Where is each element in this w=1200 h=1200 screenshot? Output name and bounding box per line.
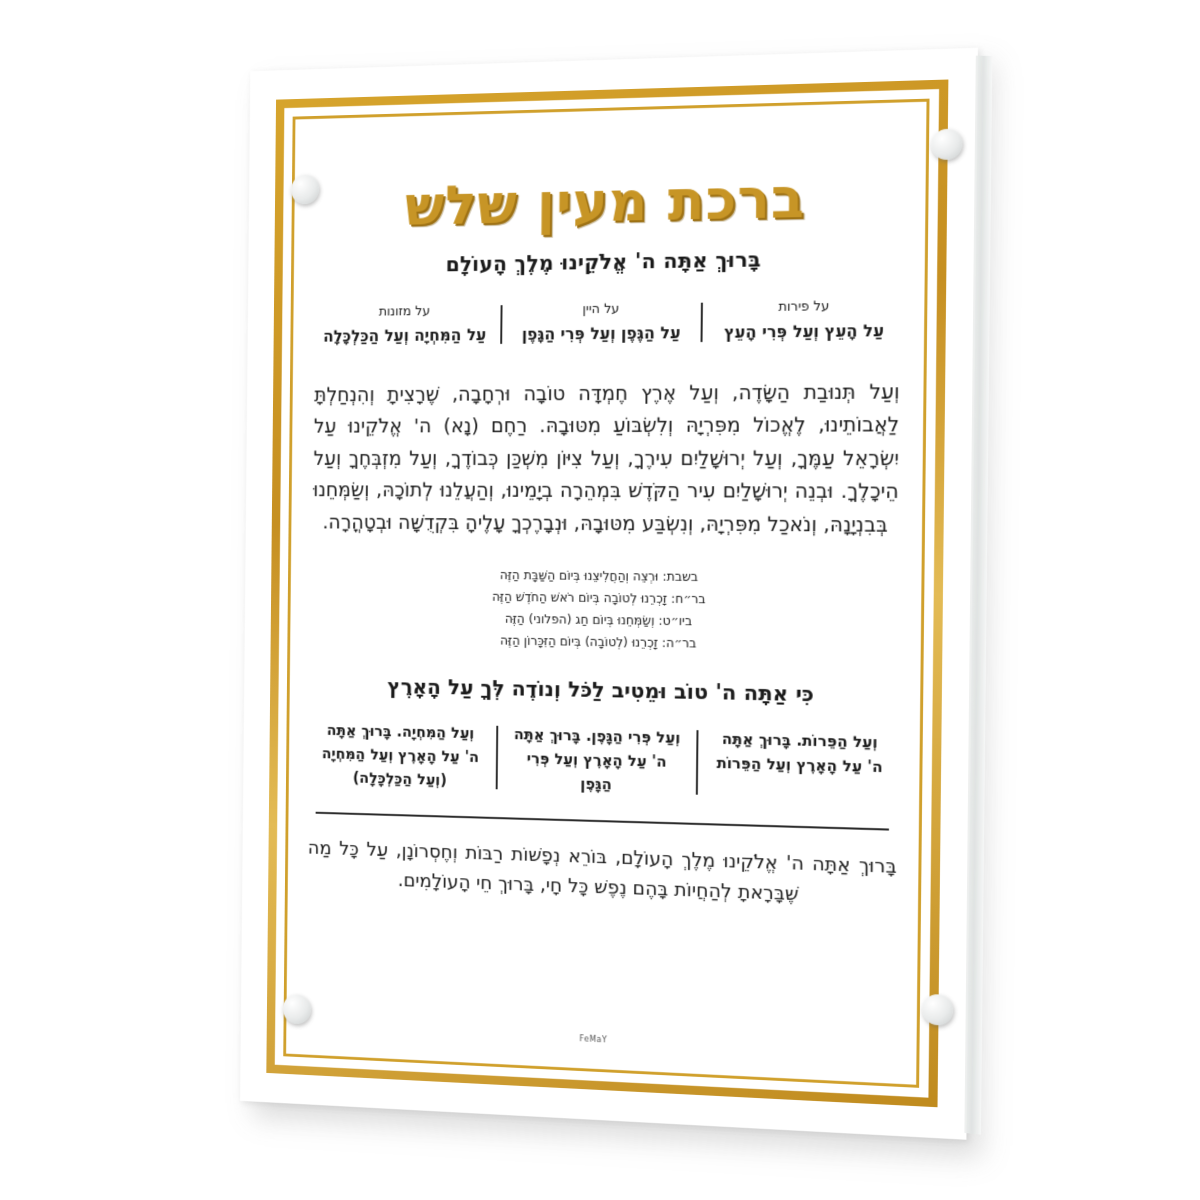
closing-line: כִּי אַתָּה ה' טוֹב וּמֵטִיב לַכֹּל וְנוֹדֶה לְּךָ עַל הָאָרֶץ bbox=[387, 674, 815, 707]
occasion-inserts bbox=[306, 562, 904, 657]
top-option-mezonot-text: עַל הַמִּחְיָה וְעַל הַכַּלְכָּלָה bbox=[323, 325, 487, 346]
blessing-body-text: וְעַל תְּנוּבַת הַשָּׂדֶה, וְעַל אֶרֶץ חֶמְדָּה טוֹבָה וּרְחָבָה, שֶׁרָצִיתָ וְהִנְחַלְתָּ לַאֲבוֹתֵינוּ, לֶאֱכוֹל מִפִּרְיָהּ וְלִשְׂבּוֹעַ מִטּוּבָהּ. רַחֶם (נָא) ה' אֱלֹקֵינוּ עַל יִשְׂרָאֵל עַמֶּךָ, וְעַל יְרוּשָׁלַיִם עִירֶךָ, וְעַל צִיּוֹן מִשְׁכַּן כְּבוֹדֶךָ, וְעַל מִזְבְּחֶךָ וְעַל הֵיכָלֶךָ. וּבְנֵה יְרוּשָׁלַיִם עִיר הַקֹּדֶשׁ בִּמְהֵרָה בְיָמֵינוּ, וְהַעֲלֵנוּ לְתוֹכָהּ, וְשַׂמְּחֵנוּ בְּבִנְיָנָהּ, וְנֹאכַל מִפִּרְיָהּ, וְנִשְׂבַּע מִטּוּבָהּ, וּנְבָרֶכְךָ עָלֶיהָ בִּקְדֻשָּׁה וּבְטָהֳרָה. bbox=[313, 379, 900, 537]
plaque-subtitle: בָּרוּךְ אַתָּה ה' אֱלֹקֵינוּ מֶלֶךְ הָעוֹלָם bbox=[445, 247, 762, 277]
top-option-wine-text: עַל הַגֶּפֶן וְעַל פְּרִי הַגָּפֶן bbox=[521, 323, 681, 344]
column-divider-right bbox=[501, 305, 503, 344]
insert-line-rosh-hashana: בר״ה: זָכְרֵנוּ (לְטוֹבָה) בְּיוֹם הַזִּכָּרוֹן הַזֶּה bbox=[499, 632, 697, 651]
insert-line-shabbat: בשבת: וּרְצֵה וְהַחֲלִיצֵנוּ בְּיוֹם הַשַּׁבָּת הַזֶּה bbox=[499, 567, 699, 584]
top-option-wine-caption: על היין bbox=[582, 301, 620, 318]
top-option-fruits-caption: על פירות bbox=[778, 299, 830, 316]
top-option-fruits-text: עַל הָעֵץ וְעַל פְּרִי הָעֵץ bbox=[724, 321, 885, 343]
top-option-wine bbox=[502, 299, 700, 348]
acrylic-plaque bbox=[240, 48, 978, 1140]
acrylic-edge bbox=[964, 56, 992, 1135]
plaque-wrapper bbox=[228, 60, 968, 1120]
footer-watermark: FeMaY bbox=[579, 1034, 608, 1045]
borei-nefashot-text: בָּרוּךְ אַתָּה ה' אֱלֹקֵינוּ מֶלֶךְ הָעוֹלָם, בּוֹרֵא נְפָשׁוֹת רַבּוֹת וְחֶסְרוֹנָן, עַל כָּל מַה שֶּׁבָּרָאתָ לְהַחֲיוֹת בָּהֶם נֶפֶשׁ כָּל חָי, בָּרוּךְ חֵי הָעוֹלָמִים. bbox=[307, 836, 897, 906]
bottom-option-mezonot: וְעַל הַמִּחְיָה. בָּרוּךְ אַתָּה ה' עַל הָאָרֶץ וְעַל הַמִּחְיָה (וְעַל הַכַּלְכָּלָה) bbox=[321, 721, 480, 790]
column-divider-left bbox=[700, 303, 702, 342]
bottom-option-wine: וְעַל פְּרִי הַגָּפֶן. בָּרוּךְ אַתָּה ה' עַל הָאָרֶץ וְעַל פְּרִי הַגָּפֶן bbox=[513, 725, 681, 794]
top-option-mezonot-caption: על מזונות bbox=[378, 304, 431, 320]
top-option-mezonot bbox=[309, 301, 501, 349]
plaque-content bbox=[302, 122, 909, 1065]
bottom-option-fruits: וְעַל הַפֵּרוֹת. בָּרוּךְ אַתָּה ה' עַל הָאָרֶץ וְעַל הַפֵּרוֹת bbox=[716, 730, 883, 777]
top-options-row bbox=[309, 296, 907, 350]
bottom-options-row bbox=[305, 718, 903, 805]
standoff-screw-bottom-left bbox=[283, 994, 311, 1025]
insert-line-rosh-chodesh: בר״ח: זָכְרֵנוּ לְטוֹבָה בְּיוֹם רֹאשׁ הַחֹדֶשׁ הַזֶּה bbox=[491, 588, 706, 607]
plaque-title: ברכת מעין שלש bbox=[404, 166, 806, 238]
insert-line-yom-tov: ביו״ט: וְשַׂמְּחֵנוּ בְּיוֹם חַג (הפלוני) הַזֶּה bbox=[504, 610, 693, 629]
